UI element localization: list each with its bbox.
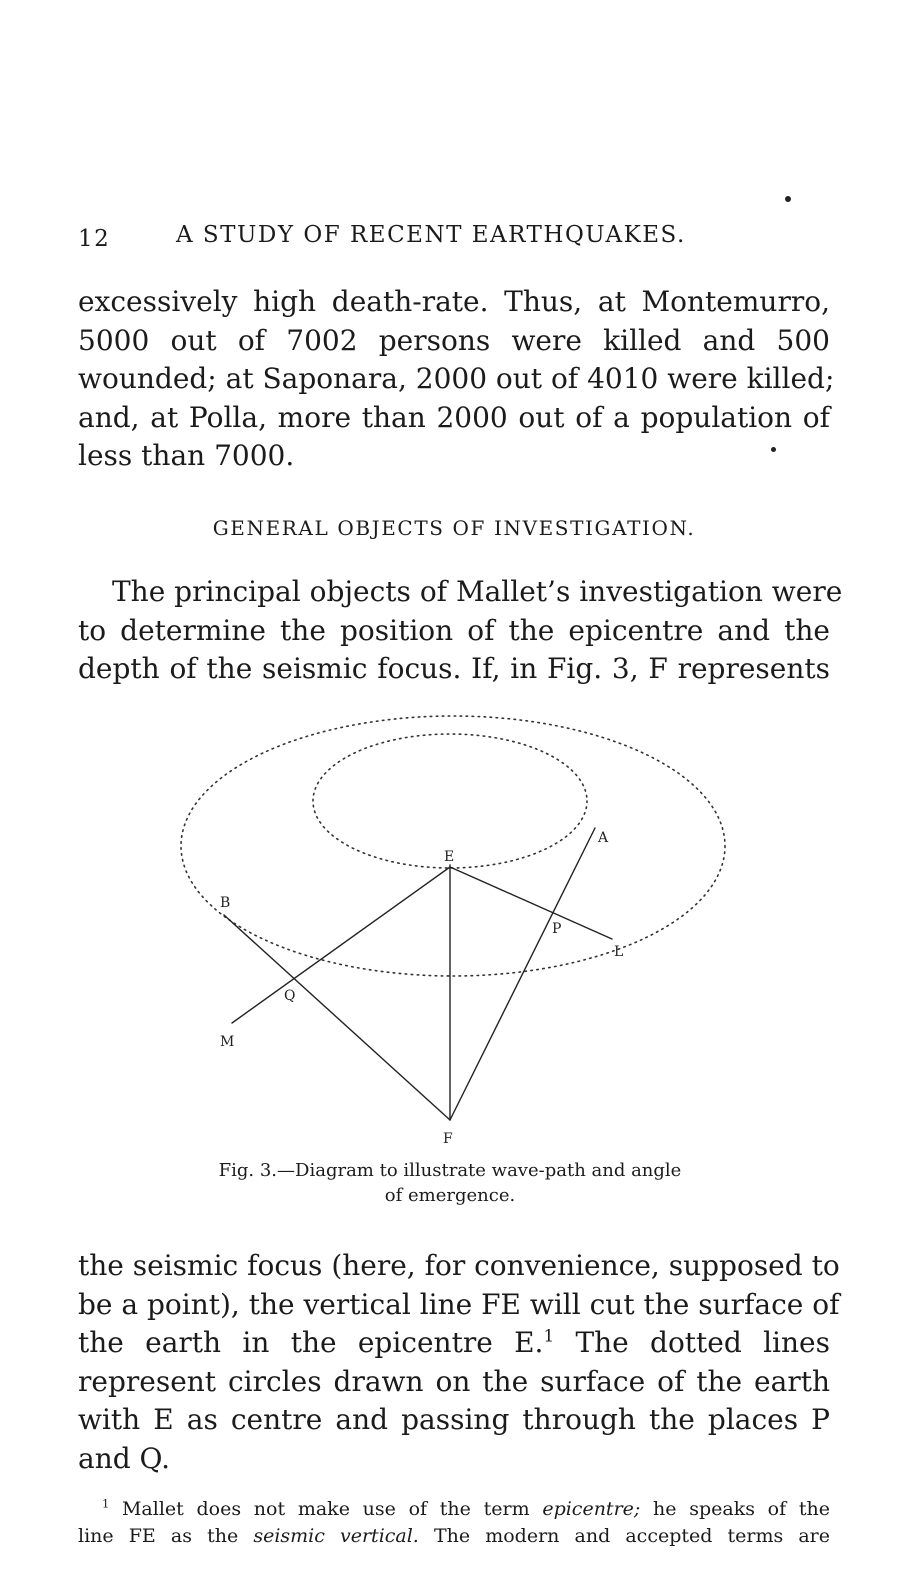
footnote-ref[interactable]: 1 — [543, 1325, 555, 1346]
running-title: A STUDY OF RECENT EARTHQUAKES. — [176, 222, 686, 248]
text-fragment: The dotted lines — [575, 1326, 830, 1359]
label-E: E — [444, 849, 455, 865]
inner-dotted-circle — [313, 734, 587, 868]
text-fragment-italic: seismic vertical. — [253, 1525, 419, 1547]
line-EM — [232, 867, 450, 1023]
line-FA — [450, 828, 595, 1120]
page-number: 12 — [78, 226, 111, 252]
section-heading: GENERAL OBJECTS OF INVESTIGATION. — [212, 516, 696, 540]
line-FB — [224, 915, 450, 1120]
footnote-line — [78, 1523, 830, 1550]
figure-caption — [150, 1158, 750, 1208]
text-line: to determine the position of the epicentre and the — [78, 613, 830, 647]
print-speck — [785, 196, 791, 202]
paragraph-objects — [78, 573, 843, 689]
text-fragment-italic: epicentre; — [542, 1498, 641, 1520]
paragraph-death-rate — [78, 283, 835, 476]
text-line: represent circles drawn on the surface of the earth — [78, 1364, 830, 1398]
label-A: A — [598, 830, 609, 846]
footnote — [78, 1496, 830, 1550]
text-line: and Q. — [78, 1441, 171, 1475]
figure-3-diagram — [160, 715, 750, 1155]
text-fragment: the earth in the epicentre E. — [78, 1326, 544, 1359]
text-fragment: line FE as the — [78, 1525, 239, 1547]
text-line: wounded; at Saponara, 2000 out of 4010 were killed; — [78, 362, 835, 395]
label-P: P — [552, 921, 562, 937]
text-line: excessively high death-rate. Thus, at Montemurro, — [78, 285, 830, 318]
text-line: less than 7000. — [78, 439, 295, 472]
footnote-marker: 1 — [102, 1496, 110, 1511]
text-fragment: he speaks of the — [653, 1498, 830, 1520]
text-line: 5000 out of 7002 persons were killed and 500 — [78, 323, 830, 357]
label-M: M — [220, 1034, 235, 1050]
text-line: depth of the seismic focus. If, in Fig. 3, F represents — [78, 652, 830, 685]
label-L: L — [614, 944, 624, 960]
text-fragment: Mallet does not make use of the term — [121, 1498, 530, 1520]
label-F: F — [443, 1131, 453, 1147]
text-fragment: The modern and accepted terms are — [433, 1525, 831, 1547]
footnote-line — [78, 1496, 830, 1523]
caption-line: Fig. 3.—Diagram to illustrate wave-path and angle — [218, 1160, 682, 1181]
caption-line: of emergence. — [384, 1185, 516, 1206]
label-Q: Q — [284, 988, 296, 1004]
paragraph-focus — [78, 1247, 840, 1478]
label-B: B — [220, 895, 231, 911]
wave-path-diagram — [160, 715, 750, 1155]
text-line: be a point), the vertical line FE will cut the surface of — [78, 1287, 840, 1321]
running-header — [78, 222, 838, 258]
text-line: The principal objects of Mallet’s investigation were — [112, 575, 843, 608]
text-line: the seismic focus (here, for convenience, supposed to — [78, 1249, 840, 1282]
outer-dotted-circle — [181, 716, 725, 976]
text-line: and, at Polla, more than 2000 out of a population of — [78, 400, 830, 434]
text-line-with-note — [78, 1324, 830, 1363]
line-EL — [450, 867, 612, 939]
text-line: with E as centre and passing through the places P — [78, 1403, 830, 1436]
